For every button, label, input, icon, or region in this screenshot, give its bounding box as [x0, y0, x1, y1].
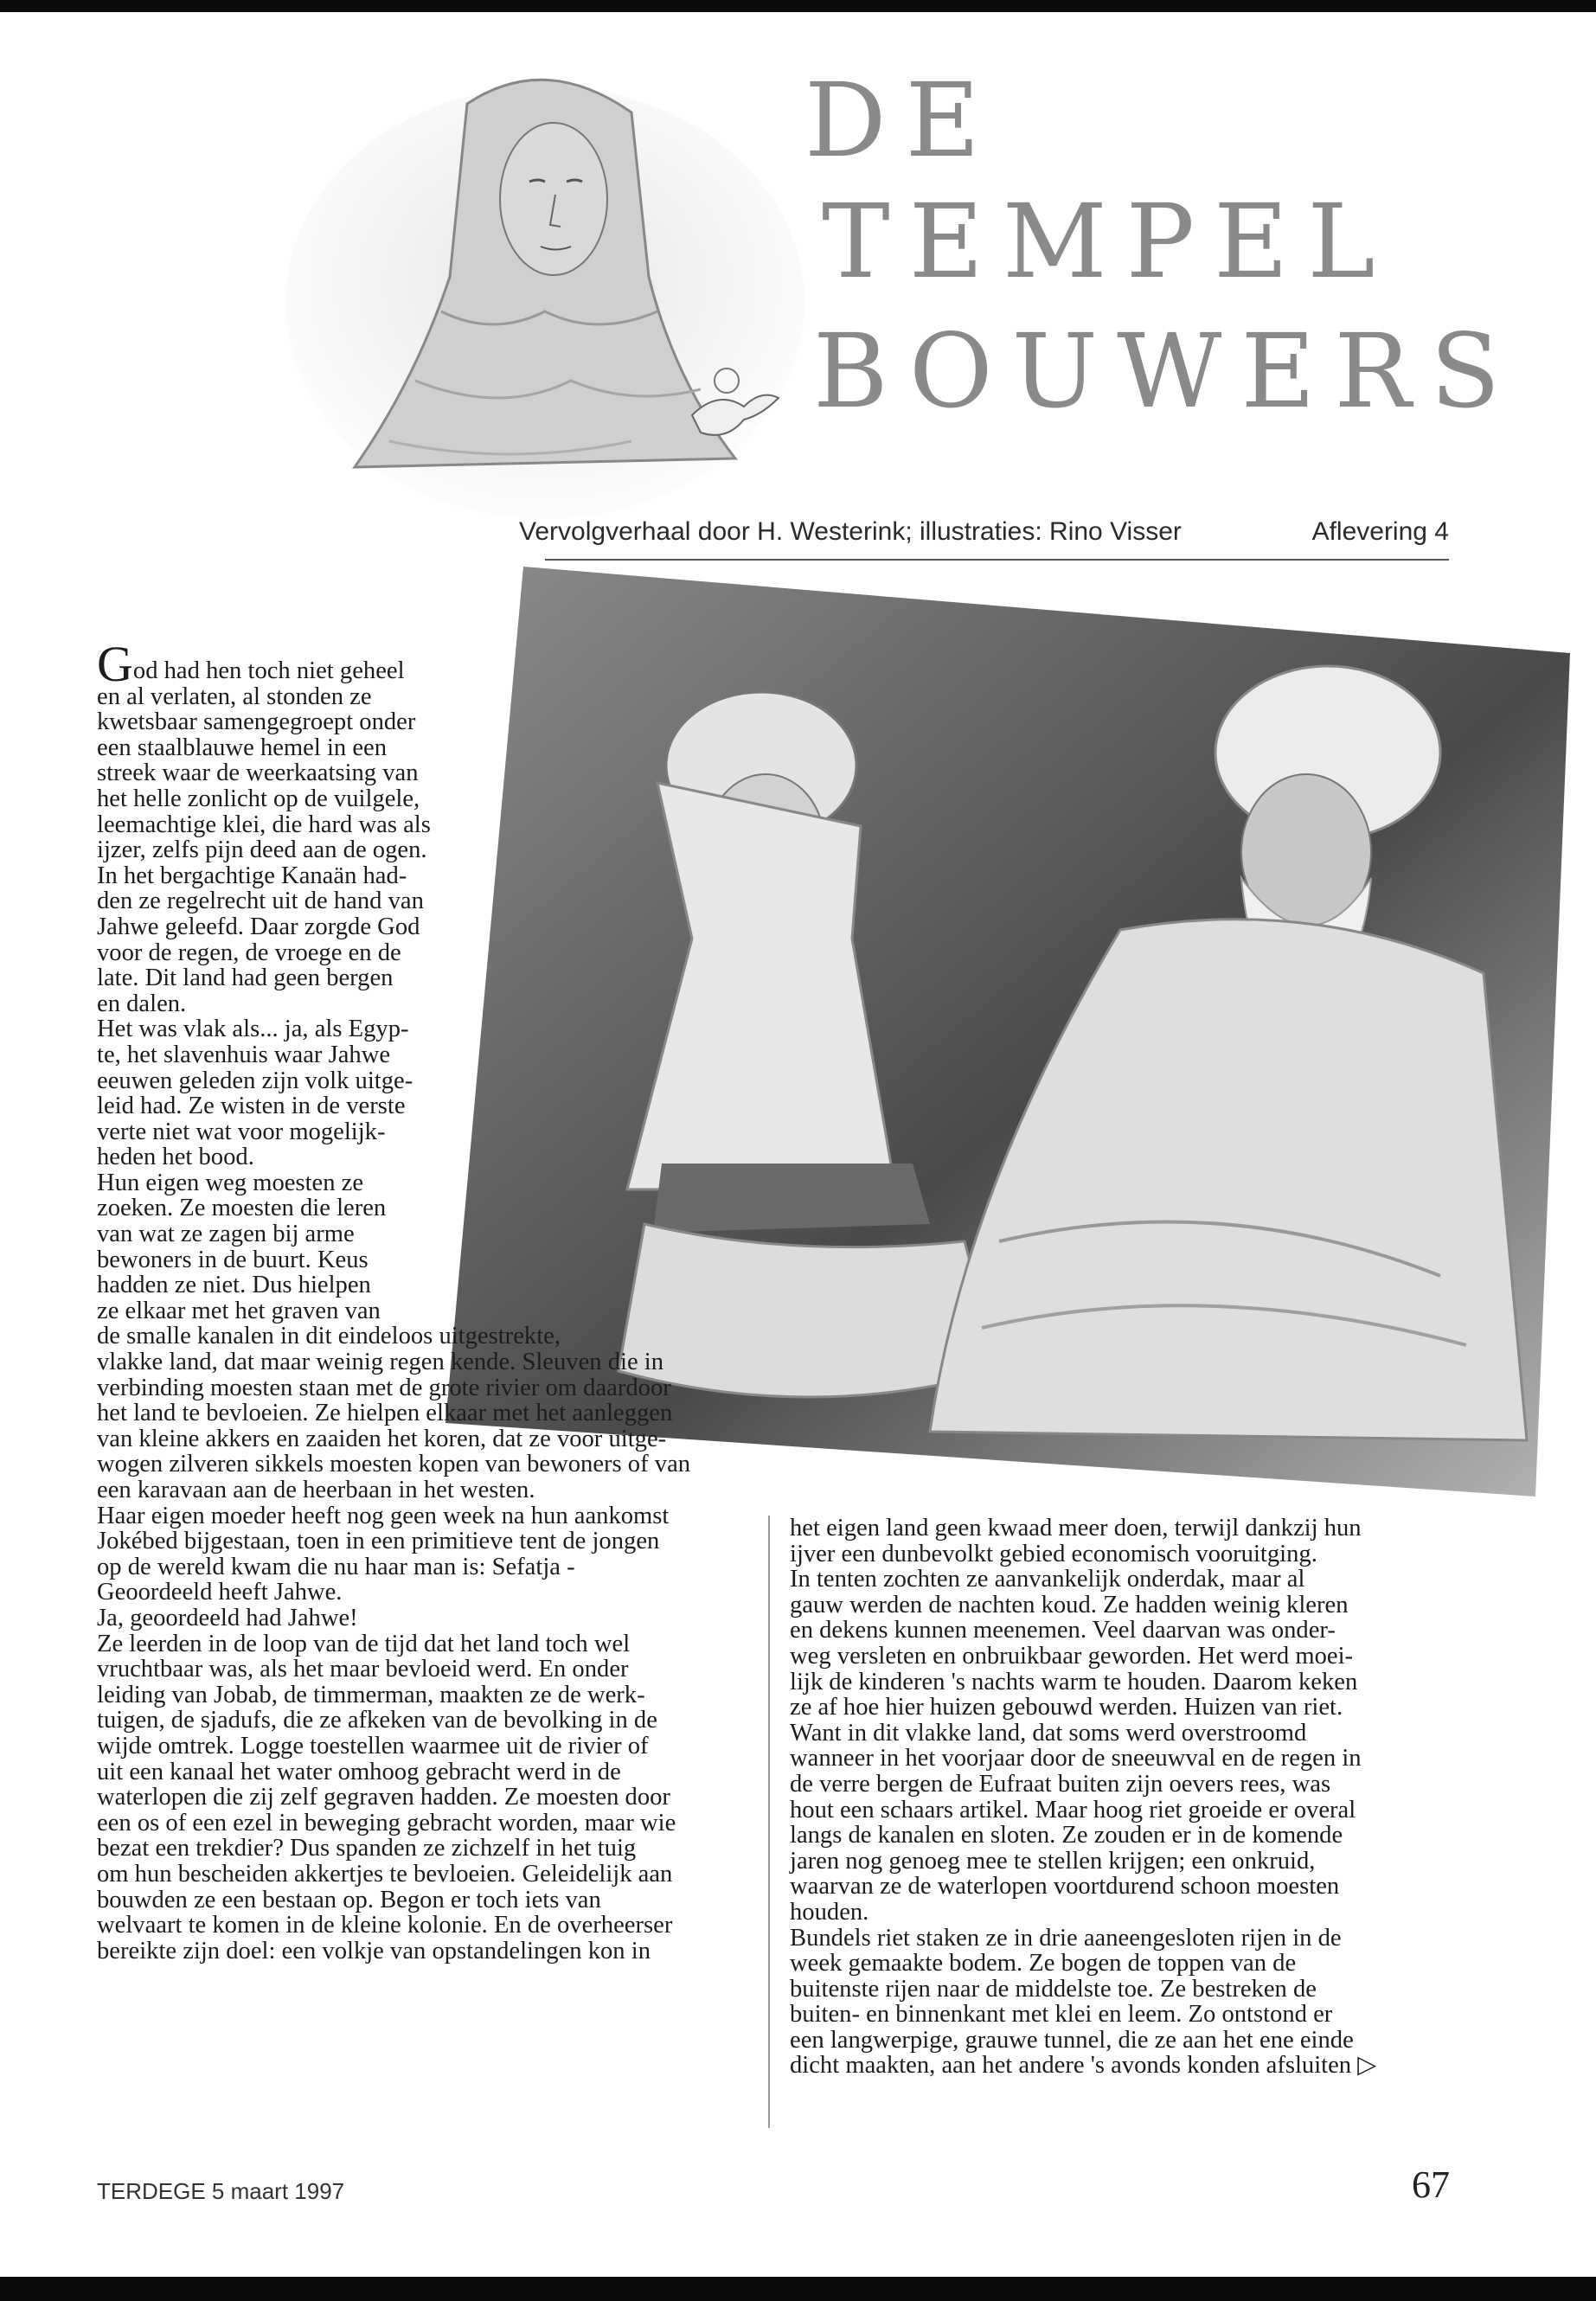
- article-line: houden.: [790, 1898, 869, 1926]
- article-line: en dalen.: [97, 990, 187, 1017]
- article-line: hadden ze niet. Dus hielpen: [97, 1272, 371, 1299]
- header-illustration: [285, 52, 822, 519]
- article-line: ze af hoe hier huizen gebouwd werden. Huizen van riet.: [790, 1694, 1343, 1721]
- article-line: vruchtbaar was, als het maar bevloeid werd. En onder: [97, 1656, 629, 1683]
- article-line: bereikte zijn doel: een volkje van opstandelingen kon in: [97, 1937, 651, 1965]
- article-line: de verre bergen de Eufraat buiten zijn oevers rees, was: [790, 1770, 1331, 1798]
- article-line: op de wereld kwam die nu haar man is: Sefatja -: [97, 1553, 575, 1580]
- article-line: In het bergachtige Kanaän had-: [97, 862, 407, 889]
- drop-cap: G: [97, 636, 133, 692]
- article-line: welvaart te komen in de kleine kolonie. En de overheerser: [97, 1912, 673, 1939]
- article-line: de smalle kanalen in dit eindeloos uitgestrekte,: [97, 1323, 561, 1350]
- article-line: ijzer, zelfs pijn deed aan de ogen.: [97, 836, 427, 864]
- article-line: vlakke land, dat maar weinig regen kende. Sleuven die in: [97, 1349, 664, 1376]
- article-line: Haar eigen moeder heeft nog geen week na hun aankomst: [97, 1502, 670, 1529]
- column-divider: [768, 1516, 770, 2128]
- article-line: bouwden ze een bestaan op. Begon er toch iets van: [97, 1886, 601, 1913]
- article-line: en dekens kunnen meenemen. Veel daarvan was onder-: [790, 1617, 1336, 1644]
- article-line: heden het bood.: [97, 1144, 254, 1171]
- article-line: Want in dit vlakke land, dat soms werd overstroomd: [790, 1719, 1307, 1747]
- title-line-3: BOUWERS: [813, 311, 1520, 431]
- title-block: [804, 61, 1520, 431]
- article-line: ze elkaar met het graven van: [97, 1297, 381, 1324]
- article-line: Ja, geoordeeld had Jahwe!: [97, 1604, 358, 1631]
- article-line: langs de kanalen en sloten. Ze zouden er in de komende: [790, 1822, 1343, 1849]
- article-line: ijver een dunbevolkt gebied economisch vooruitging.: [790, 1540, 1317, 1567]
- article-line: waterlopen die zij zelf gegraven hadden. Ze moesten door: [97, 1784, 670, 1811]
- article-line: lijk de kinderen 's nachts warm te houden. Daarom keken: [790, 1668, 1358, 1695]
- article-line: hout een schaars artikel. Maar hoog riet groeide er overal: [790, 1796, 1356, 1823]
- article-line: tuigen, de sjadufs, die ze afkeken van de bevolking in de: [97, 1707, 657, 1734]
- byline-credits: Vervolgverhaal door H. Westerink; illustraties: Rino Visser: [519, 517, 1182, 546]
- article-line: Ze leerden in de loop van de tijd dat het land toch wel: [97, 1630, 631, 1657]
- article-line: om hun bescheiden akkertjes te bevloeien. Geleidelijk aan: [97, 1860, 673, 1888]
- article-line: het eigen land geen kwaad meer doen, terwijl dankzij hun: [790, 1515, 1362, 1541]
- article-line: een staalblauwe hemel in een: [97, 734, 388, 761]
- article-line: wogen zilveren sikkels moesten kopen van bewoners of van: [97, 1451, 691, 1478]
- episode-number: Aflevering 4: [1311, 517, 1449, 546]
- article-line: het land te bevloeien. Ze hielpen elkaar met het aanleggen: [97, 1400, 673, 1427]
- article-line: waarvan ze de waterlopen voortdurend schoon moesten: [790, 1873, 1340, 1900]
- article-line: late. Dit land had geen bergen: [97, 965, 394, 992]
- article-line: buitenste rijen naar de middelste toe. Ze bestreken de: [790, 1975, 1317, 2003]
- article-line: den ze regelrecht uit de hand van: [97, 888, 424, 915]
- article-line: week gemaakte bodem. Ze bogen de toppen van de: [790, 1950, 1297, 1977]
- article-line: wijde omtrek. Logge toestellen waarmee uit de rivier of: [97, 1732, 649, 1759]
- article-line: een langwerpige, grauwe tunnel, die ze aan het ene einde: [790, 2026, 1354, 2054]
- article-line: een os of een ezel in beweging gebracht worden, maar wie: [97, 1809, 676, 1836]
- article-line: Jahwe geleefd. Daar zorgde God: [97, 913, 420, 940]
- article-line: zoeken. Ze moesten die leren: [97, 1195, 387, 1222]
- article-line: buiten- en binnenkant met klei en leem. Zo ontstond er: [790, 2001, 1333, 2029]
- article-line: te, het slavenhuis waar Jahwe: [97, 1041, 391, 1068]
- article-line: gauw werden de nachten koud. Ze hadden weinig kleren: [790, 1591, 1349, 1618]
- article-line: Geoordeeld heeft Jahwe.: [97, 1579, 343, 1606]
- scan-border-top: [0, 0, 1596, 12]
- article-line: verte niet wat voor mogelijk-: [97, 1118, 386, 1145]
- byline: [519, 517, 1449, 552]
- title-line-1: DE: [804, 61, 999, 180]
- article-line: kwetsbaar samengegroept onder: [97, 708, 416, 736]
- article-line: leid had. Ze wisten in de verste: [97, 1093, 406, 1120]
- article-column-right: [790, 1516, 1456, 2079]
- scan-border-bottom: [0, 2277, 1596, 2301]
- article-line: In tenten zochten ze aanvankelijk onderdak, maar al: [790, 1566, 1305, 1593]
- article-line: van wat ze zagen bij arme: [97, 1221, 355, 1248]
- article-line: wanneer in het voorjaar door de sneeuwval en de regen in: [790, 1745, 1362, 1772]
- article-line: een karavaan aan de heerbaan in het westen.: [97, 1477, 535, 1503]
- article-line: het helle zonlicht op de vuilgele,: [97, 785, 420, 812]
- article-line: Het was vlak als... ja, als Egyp-: [97, 1016, 409, 1043]
- article-line: van kleine akkers en zaaiden het koren, dat ze voor uitge-: [97, 1425, 667, 1452]
- article-line: en al verlaten, al stonden ze: [97, 683, 372, 710]
- article-column-left: [97, 636, 789, 1965]
- article-line: leemachtige klei, die hard was als: [97, 811, 431, 838]
- article-line: Hun eigen weg moesten ze: [97, 1169, 364, 1196]
- article-line: bezat een trekdier? Dus spanden ze zichzelf in het tuig: [97, 1835, 637, 1862]
- article-line: leiding van Jobab, de timmerman, maakten ze de werk-: [97, 1681, 645, 1708]
- footer-source: TERDEGE 5 maart 1997: [97, 2178, 345, 2204]
- article-line: weg versleten en onbruikbaar geworden. Het werd moei-: [790, 1642, 1354, 1670]
- article-line: voor de regen, de vroege en de: [97, 939, 401, 966]
- article-line: bewoners in de buurt. Keus: [97, 1246, 369, 1273]
- article-line: od had hen toch niet geheel: [132, 657, 405, 684]
- article-line: Bundels riet staken ze in drie aaneengesloten rijen in de: [790, 1924, 1342, 1952]
- article-line: streek waar de weerkaatsing van: [97, 760, 419, 787]
- article-line: jaren nog genoeg mee te stellen krijgen; een onkruid,: [790, 1847, 1316, 1875]
- article-line: eeuwen geleden zijn volk uitge-: [97, 1067, 413, 1094]
- article-line: Jokébed bijgestaan, toen in een primitieve tent de jongen: [97, 1528, 660, 1555]
- article-line: verbinding moesten staan met de grote rivier om daardoor: [97, 1374, 671, 1401]
- byline-rule: [545, 559, 1449, 561]
- title-line-2: TEMPEL: [822, 182, 1394, 301]
- page-number: 67: [1412, 2163, 1450, 2206]
- article-line: uit een kanaal het water omhoog gebracht werd in de: [97, 1758, 621, 1785]
- article-line: dicht maakten, aan het andere 's avonds konden afsluiten ▷: [790, 2052, 1377, 2080]
